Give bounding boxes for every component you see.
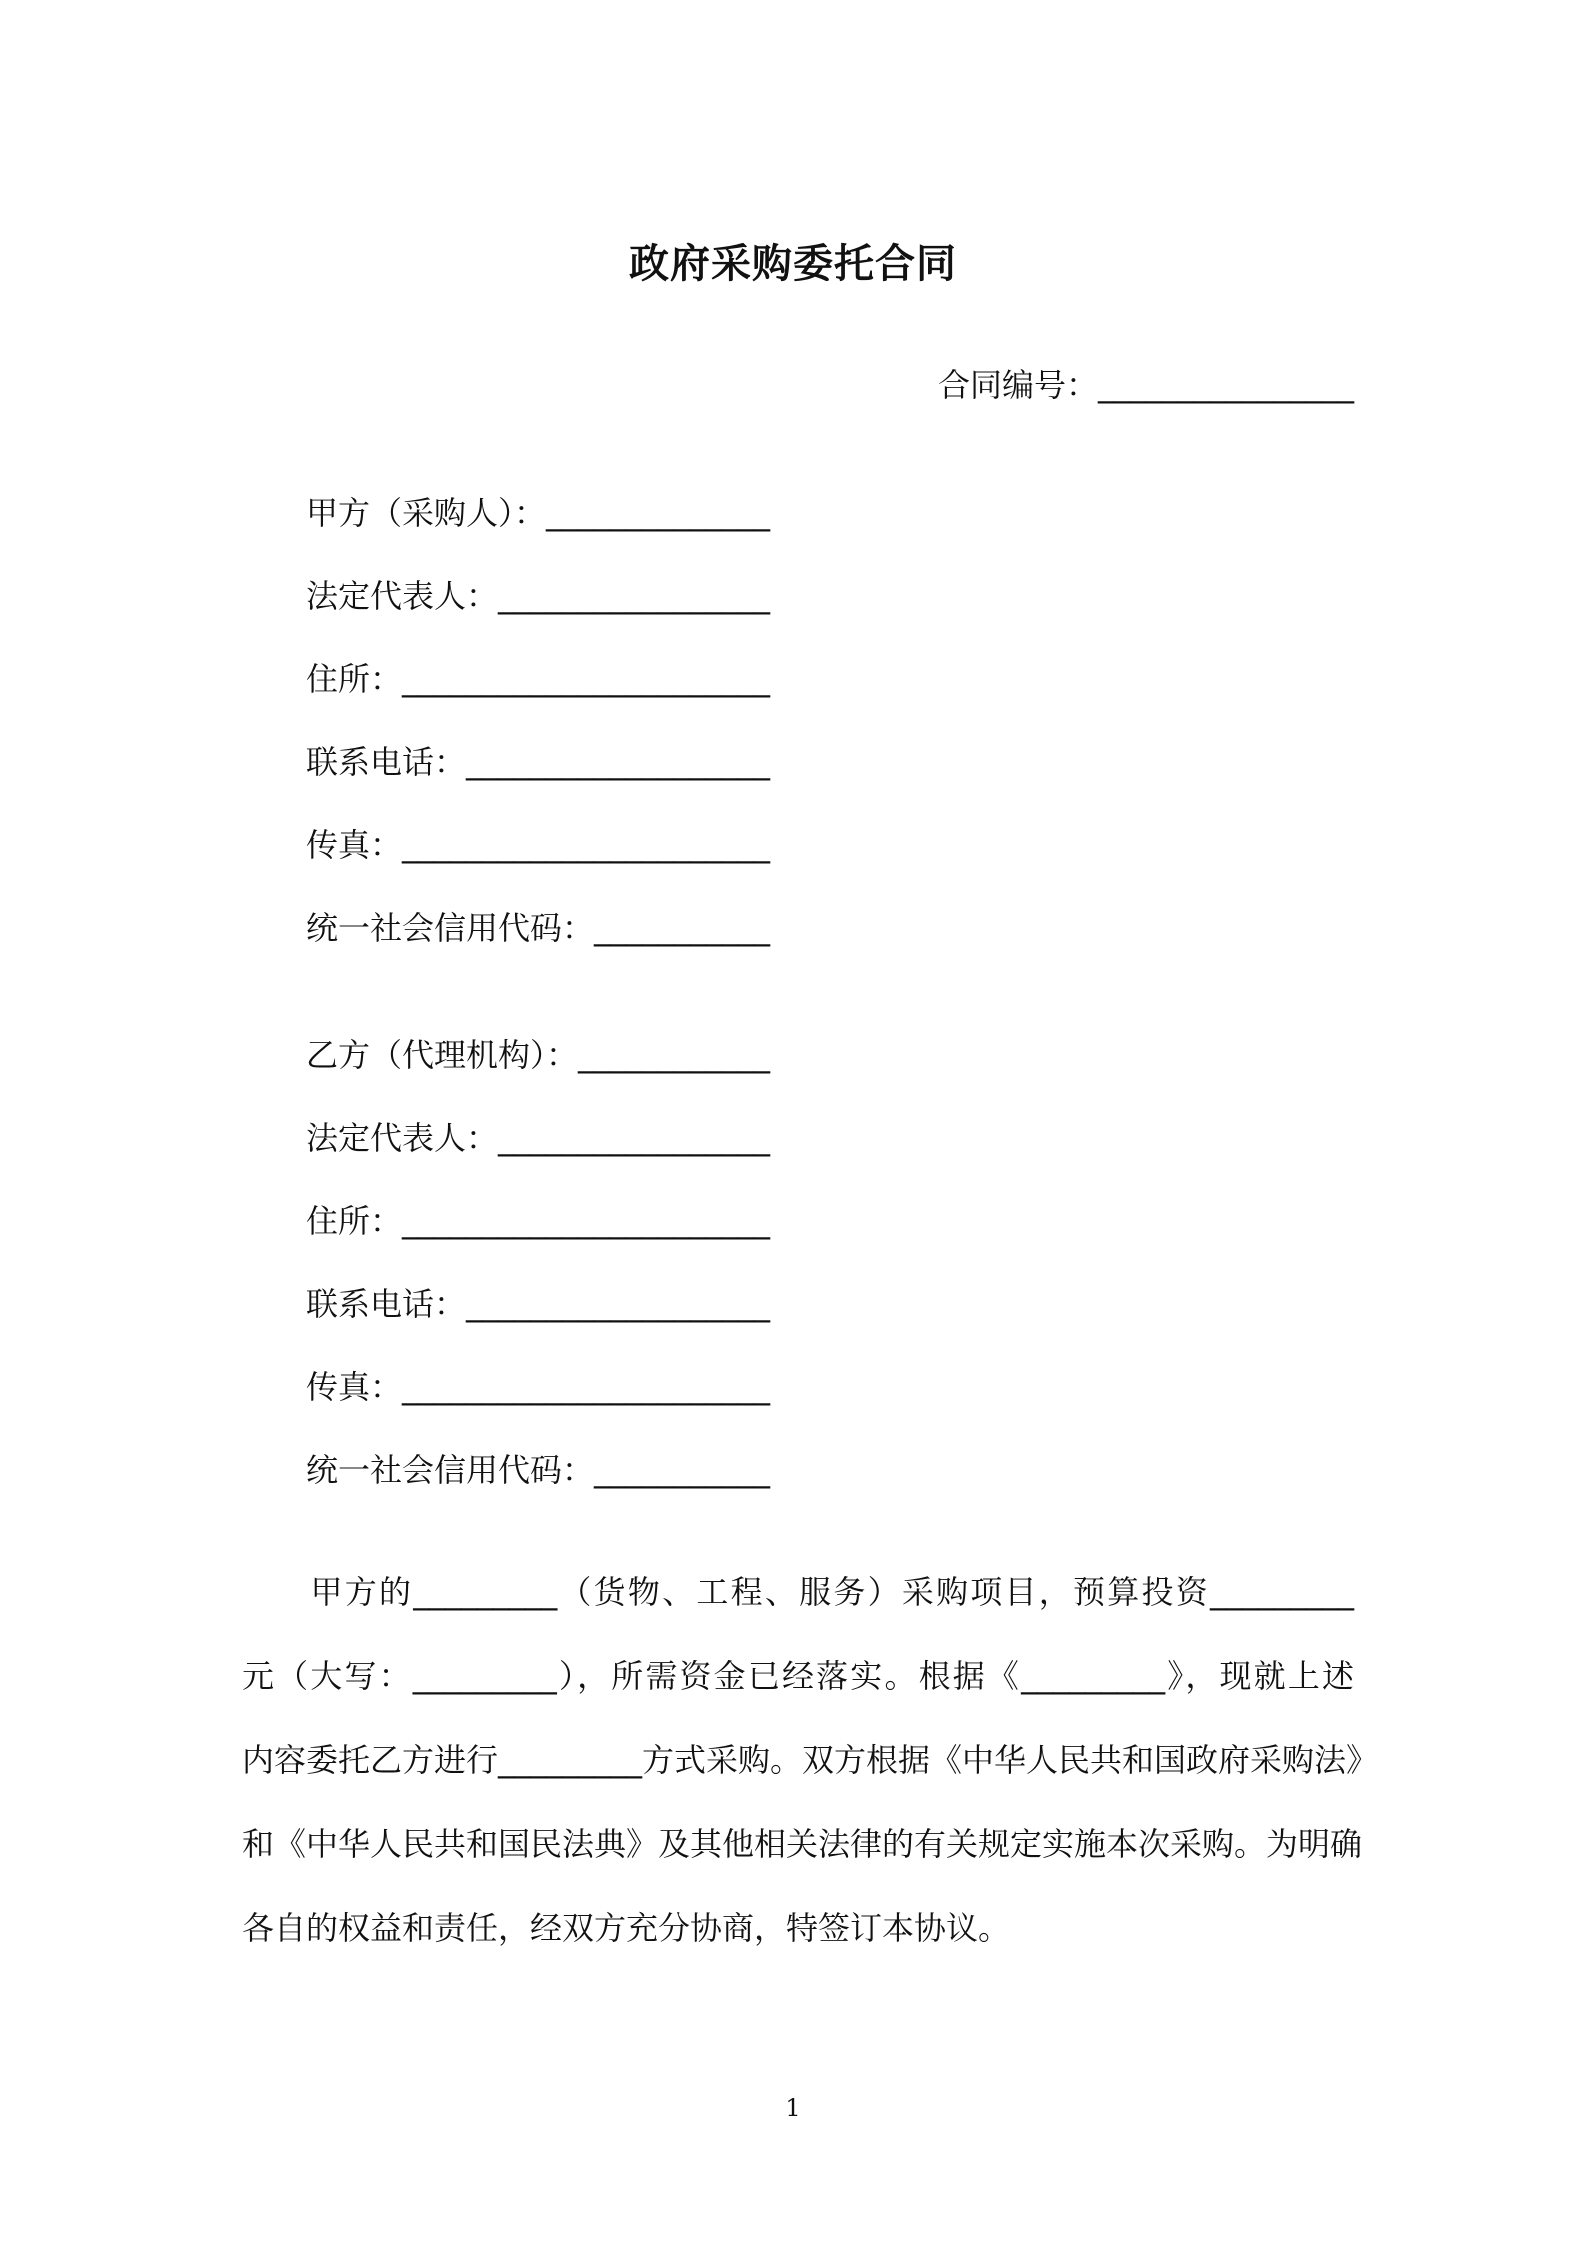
contract-number-field: 合同编号：________________	[937, 366, 1354, 404]
party-a-phone-field: 联系电话：___________________	[306, 743, 771, 781]
party-a-legal-rep-field: 法定代表人：_________________	[306, 577, 771, 615]
body-paragraph-line: 元（大写：_________），所需资金已经落实。根据《_________》，现就上述	[242, 1657, 1354, 1695]
party-b-legal-rep-field: 法定代表人：_________________	[306, 1119, 771, 1157]
party-b-name-field: 乙方（代理机构）：____________	[306, 1036, 771, 1074]
party-b-fax-field: 传真：_______________________	[306, 1368, 771, 1406]
document-title: 政府采购委托合同	[629, 241, 957, 287]
party-a-name-field: 甲方（采购人）：______________	[306, 494, 771, 532]
party-b-credit-code-field: 统一社会信用代码：___________	[306, 1451, 771, 1489]
body-paragraph-line: 甲方的_________（货物、工程、服务）采购项目，预算投资_________	[242, 1573, 1354, 1611]
party-a-address-field: 住所：_______________________	[306, 660, 771, 698]
body-paragraph-line: 内容委托乙方进行_________方式采购。双方根据《中华人民共和国政府采购法》	[242, 1741, 1379, 1779]
party-a-fax-field: 传真：_______________________	[306, 826, 771, 864]
party-b-phone-field: 联系电话：___________________	[306, 1285, 771, 1323]
page-number: 1	[785, 2094, 801, 2122]
body-paragraph-line: 和《中华人民共和国民法典》及其他相关法律的有关规定实施本次采购。为明确	[242, 1825, 1363, 1863]
body-paragraph-line: 各自的权益和责任，经双方充分协商，特签订本协议。	[242, 1909, 1011, 1947]
party-b-address-field: 住所：_______________________	[306, 1202, 771, 1240]
party-a-credit-code-field: 统一社会信用代码：___________	[306, 909, 771, 947]
